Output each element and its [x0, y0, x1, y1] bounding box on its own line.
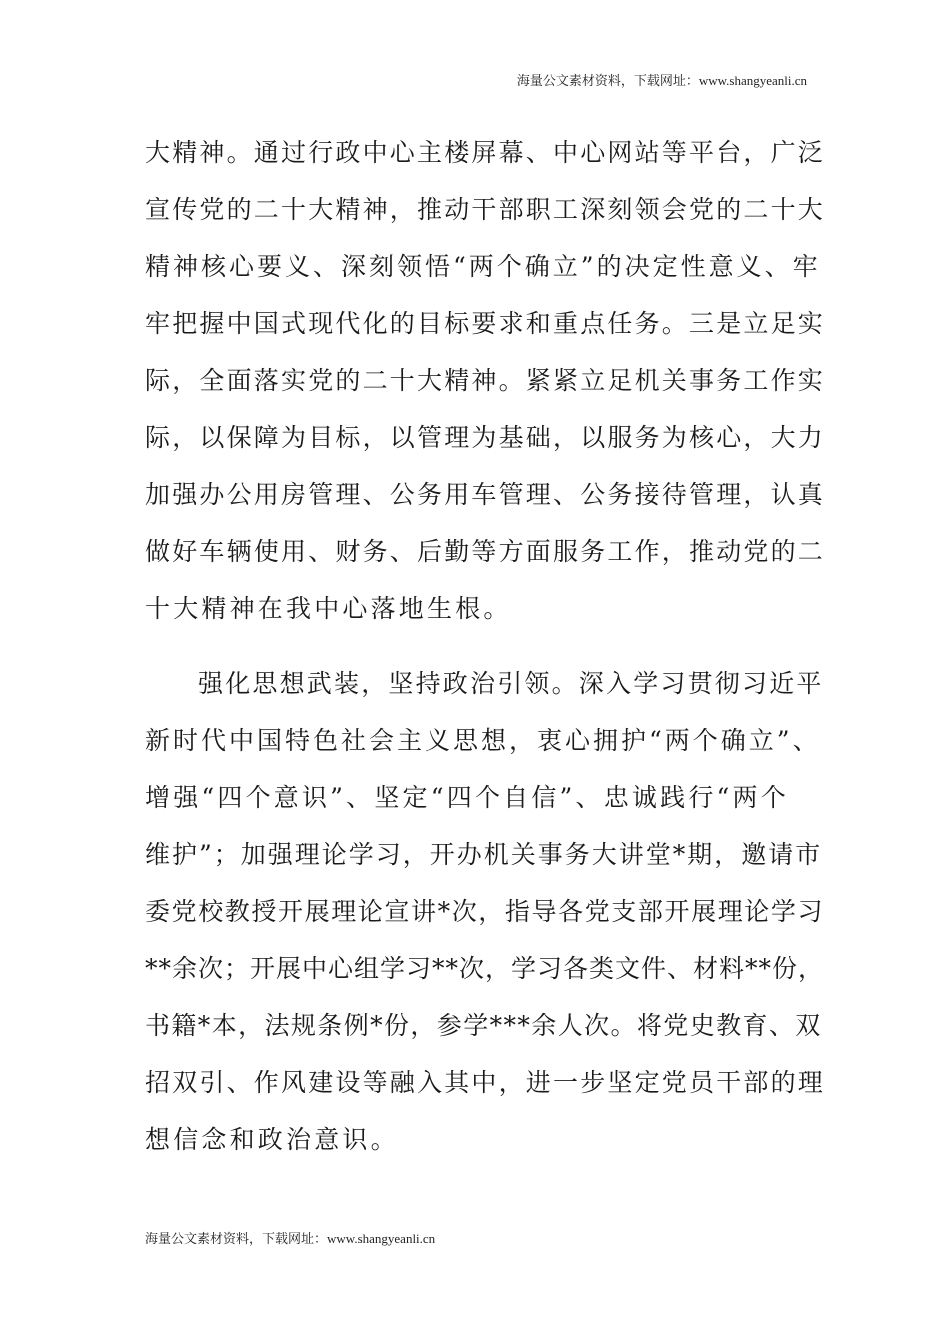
text-line: 书籍*本，法规条例*份，参学***余人次。将党史教育、双 [145, 1011, 822, 1040]
text-line: 维护”；加强理论学习，开办机关事务大讲堂*期，邀请市 [145, 840, 823, 869]
text-line: 委党校教授开展理论宣讲*次，指导各党支部开展理论学习 [145, 897, 825, 926]
text-line: 招双引、作风建设等融入其中，进一步坚定党员干部的理 [145, 1068, 826, 1097]
text-line: 际，全面落实党的二十大精神。紧紧立足机关事务工作实 [145, 366, 826, 395]
text-line: 强化思想武装，坚持政治引领。深入学习贯彻习近平 [198, 669, 824, 698]
text-line: 际，以保障为目标，以管理为基础，以服务为核心，大力 [145, 423, 826, 452]
text-line: 大精神。通过行政中心主楼屏幕、中心网站等平台，广泛 [145, 138, 826, 167]
text-line: 精神核心要义、深刻领悟“两个确立”的决定性意义、牢 [145, 252, 821, 281]
document-body [145, 132, 825, 1176]
text-line: 做好车辆使用、财务、后勤等方面服务工作，推动党的二 [145, 537, 826, 566]
text-line: 增强“四个意识”、坚定“四个自信”、忠诚践行“两个 [145, 783, 789, 812]
text-line: 宣传党的二十大精神，推动干部职工深刻领会党的二十大 [145, 195, 826, 224]
text-line: 想信念和政治意识。 [145, 1125, 399, 1154]
text-line: 新时代中国特色社会主义思想，衷心拥护“两个确立”、 [145, 726, 821, 755]
text-line: 加强办公用房管理、公务用车管理、公务接待管理，认真 [145, 480, 826, 509]
text-line: **余次；开展中心组学习**次，学习各类文件、材料**份， [145, 954, 825, 983]
page-header: 海量公文素材资料，下载网址：www.shangyeanli.cn [516, 73, 807, 88]
text-line: 牢把握中国式现代化的目标要求和重点任务。三是立足实 [145, 309, 826, 338]
paragraph [145, 663, 825, 1176]
text-line: 十大精神在我中心落地生根。 [145, 594, 512, 623]
paragraph-spacer [145, 645, 825, 663]
paragraph [145, 132, 825, 645]
page-footer: 海量公文素材资料，下载网址：www.shangyeanli.cn [145, 1231, 436, 1246]
